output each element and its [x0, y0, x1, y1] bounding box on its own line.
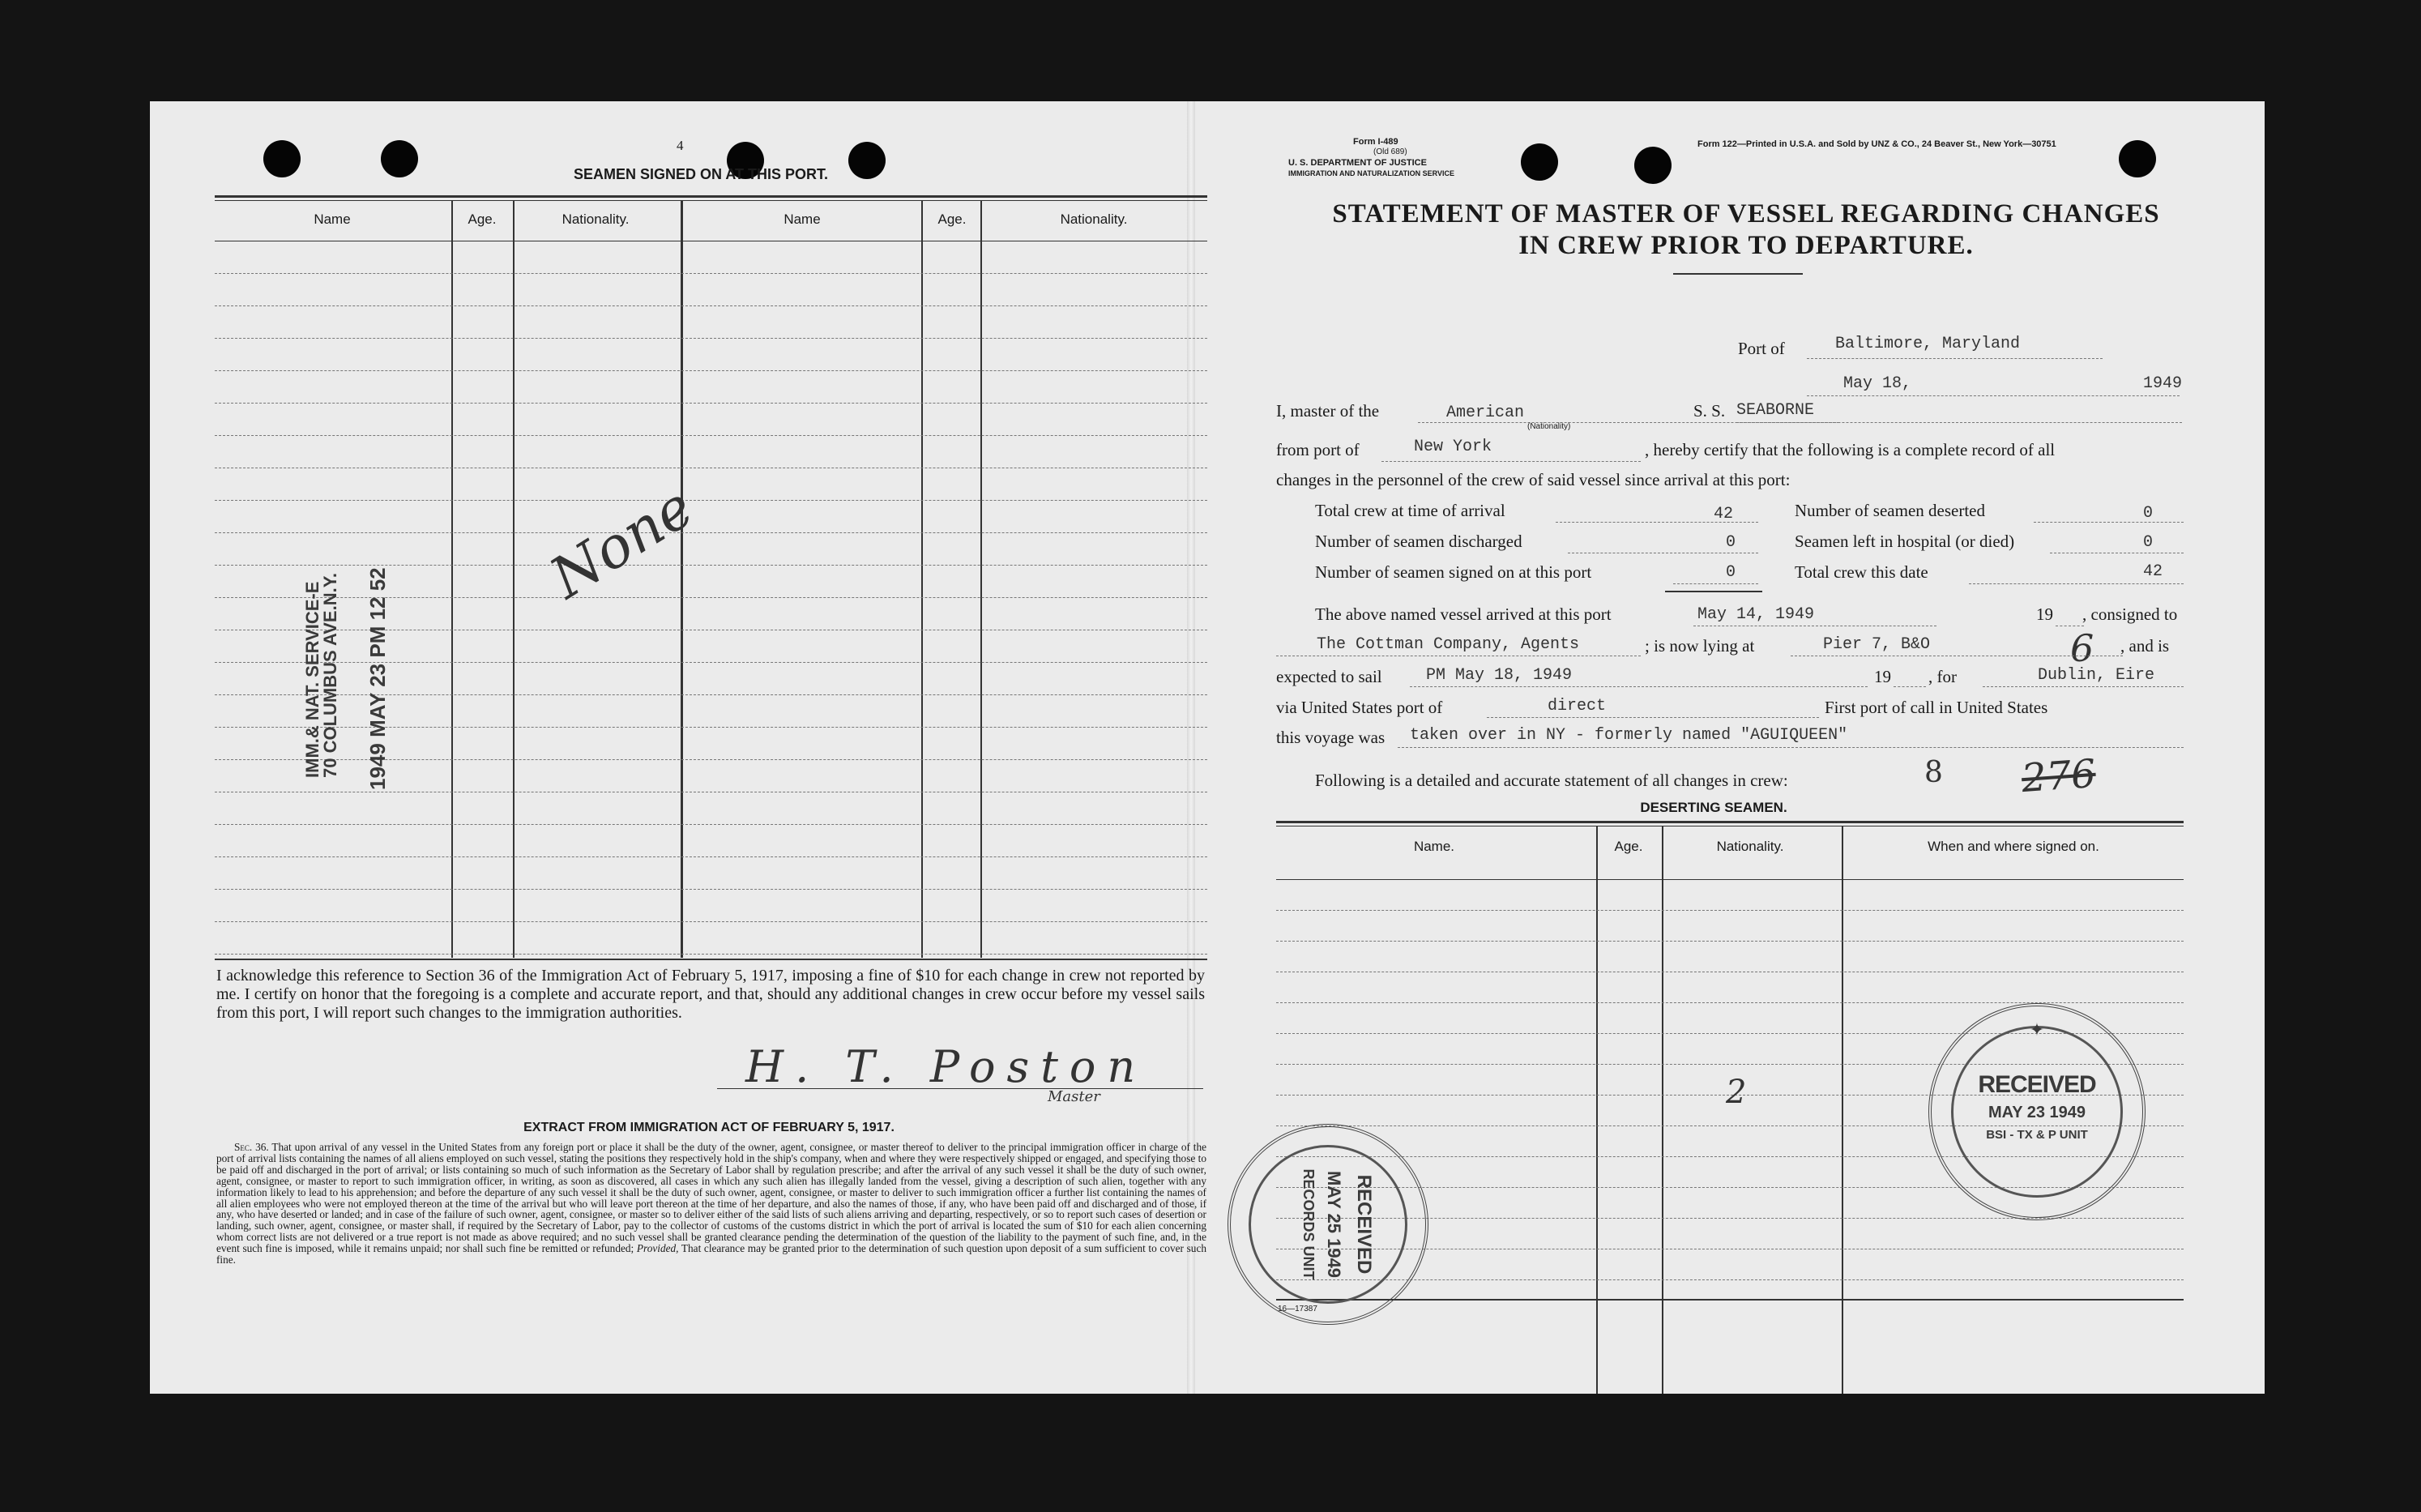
col-header-nationality: Nationality.	[1060, 211, 1128, 227]
records-unit-stamp	[1228, 1124, 1428, 1325]
table-row	[215, 694, 1207, 695]
table-row	[215, 370, 1207, 371]
table-row	[215, 662, 1207, 663]
total-now-label: Total crew this date	[1795, 562, 1928, 582]
table-row	[215, 338, 1207, 339]
received-stamp-unit: BSI - TX & P UNIT	[1986, 1128, 2088, 1142]
deserted-value: 0	[2143, 504, 2154, 523]
handwritten-none: None	[539, 473, 705, 612]
punch-hole	[1634, 147, 1672, 184]
nineteen-2: 19	[1874, 667, 1891, 686]
voyage-label: this voyage was	[1276, 728, 1386, 747]
acknowledgement-text: I acknowledge this reference to Section 36 of the Immigration Act of February 5, 1917, imposing a fine of $10 for each change in crew not reported by me. I certify on honor that the foregoing is a complete and accurate report, and that, should any additional changes in crew occur before my vessel sails from this port, I will report such changes to the immigration authorities.	[216, 967, 1205, 1022]
table-row	[215, 500, 1207, 501]
arrived-date: May 14, 1949	[1697, 605, 1815, 624]
records-stamp-date: MAY 25 1949	[1324, 1170, 1344, 1279]
master-of-label: I, master of the	[1276, 401, 1380, 421]
extract-body	[216, 1142, 1206, 1266]
stamp-line-1: IMM.& NAT. SERVICE-E	[302, 581, 322, 778]
page-number: 4	[677, 138, 684, 153]
document-sheet	[150, 101, 2265, 1394]
col-header-name: Name	[314, 211, 351, 227]
for-label: , for	[1928, 667, 1957, 686]
discharged-value: 0	[1726, 533, 1736, 552]
stamp-date: 1949 MAY 23 PM 12 52	[365, 567, 390, 790]
punch-hole	[2119, 140, 2156, 177]
nationality-caption: (Nationality)	[1527, 422, 1571, 431]
col-header-age: Age.	[937, 211, 967, 227]
following-label: Following is a detailed and accurate statement of all changes in crew:	[1315, 771, 1788, 790]
punch-hole	[1521, 143, 1558, 181]
deserting-seamen-title: DESERTING SEAMEN.	[1640, 800, 1787, 815]
voyage-value: taken over in NY - formerly named "AGUIQUEEN"	[1410, 726, 1848, 745]
form-footer-number: 16—17387	[1278, 1305, 1317, 1313]
from-port-label: from port of	[1276, 440, 1360, 459]
records-stamp-title: RECEIVED	[1353, 1174, 1375, 1275]
col-header-age: Age.	[468, 211, 497, 227]
ss-label: S. S.	[1693, 401, 1726, 421]
discharged-label: Number of seamen discharged	[1315, 532, 1522, 551]
table-row	[215, 565, 1207, 566]
from-port-value: New York	[1414, 438, 1492, 456]
received-stamp-title: RECEIVED	[1978, 1071, 2096, 1098]
department: U. S. DEPARTMENT OF JUSTICE	[1288, 158, 1427, 168]
form-title	[1276, 199, 2216, 262]
expected-value: PM May 18, 1949	[1426, 666, 1573, 685]
arrived-label: The above named vessel arrived at this port	[1315, 604, 1612, 624]
signed-on-value: 0	[1726, 563, 1736, 582]
year-value: 1949	[2143, 374, 2183, 393]
master-signature: H. T. Poston	[745, 1041, 1147, 1092]
total-now-value: 42	[2143, 562, 2163, 581]
form-number: Form I-489	[1353, 137, 1398, 147]
port-label: Port of	[1738, 339, 1785, 358]
nineteen-1: 19	[2036, 604, 2053, 624]
via-label: via United States port of	[1276, 698, 1443, 717]
records-stamp-unit: RECORDS UNIT	[1300, 1168, 1317, 1280]
table-row	[215, 824, 1207, 825]
extract-proviso: Provided,	[636, 1242, 679, 1255]
crossed-out-number: 276	[2020, 750, 2098, 802]
table-row	[215, 759, 1207, 760]
table-row	[215, 273, 1207, 274]
table-row	[215, 305, 1207, 306]
destination-value: Dublin, Eire	[2038, 666, 2155, 685]
hospital-value: 0	[2143, 533, 2154, 552]
form-old-number: (Old 689)	[1373, 147, 1407, 156]
port-value: Baltimore, Maryland	[1835, 335, 2021, 353]
vessel-name: SEABORNE	[1736, 401, 1815, 420]
deserted-label: Number of seamen deserted	[1795, 501, 1985, 520]
handwritten-mark: 2	[1726, 1074, 1747, 1111]
punch-hole	[381, 140, 418, 177]
col-header-nationality: Nationality.	[561, 211, 630, 227]
col-header-age: Age.	[1614, 839, 1643, 854]
pier-value: Pier 7, B&O	[1823, 635, 1931, 654]
hospital-label: Seamen left in hospital (or died)	[1795, 532, 2015, 551]
total-crew-arrival-label: Total crew at time of arrival	[1315, 501, 1505, 520]
table-row	[215, 954, 1207, 955]
table-row	[215, 856, 1207, 857]
certify-text: , hereby certify that the following is a complete record of all	[1645, 440, 2056, 459]
total-crew-arrival-value: 42	[1714, 505, 1734, 523]
stamp-line-2: 70 COLUMBUS AVE.N.Y.	[320, 572, 340, 778]
received-stamp-date: MAY 23 1949	[1988, 1104, 2086, 1121]
lying-label: ; is now lying at	[1645, 636, 1755, 656]
date-value: May 18,	[1843, 374, 1912, 393]
table-row	[215, 597, 1207, 598]
via-value: direct	[1548, 697, 1607, 715]
col-header-nationality: Nationality.	[1716, 839, 1784, 854]
table-row	[215, 403, 1207, 404]
table-row	[1276, 910, 2184, 911]
col-header-signed-on: When and where signed on.	[1928, 839, 2099, 854]
extract-text: That upon arrival of any vessel in the United States from any foreign port or place it shall be the duty of the owner, agent, consignee, or master thereof to deliver to the principal immigration officer in charge of the port of arrival lists containing the names of all aliens employed on such vessel, stating the positions they respectively hold in the ship's company, when and where they were respectively shipped or engaged, and specifying those to be paid off and discharged in the port of arrival; or lists containing so much of such information as the Secretary of Labor shall by regulation prescribe; and after the arrival of any such vessel it shall be the duty of such owner, agent, consignee, or master to report to such immigration officer, in writing, as soon as discovered, all cases in which any such alien has illegally landed from the vessel, giving a description of such alien, together with any information likely to lead to his apprehension; and before the departure of any such vessel it shall be the duty of such owner, agent, consignee, or master to deliver to such immigration officer a further list containing the names of all alien employees who were not employed thereon at the time of the arrival but who will leave port thereon at the time of her departure, and also the names of those, if any, who have been paid off and discharged and of those, if any, who have deserted or landed; and in case of the failure of such owner, agent, consignee, or master so to deliver either of the said lists of such aliens arriving and departing, respectively, or so to report such cases of desertion or landing, such owner, agent, consignee, or master shall, if required by the Secretary of Labor, pay to the collector of customs of the customs district in which the port of arrival is located the sum of $10 for each alien concerning whom correct lists are not delivered or a true report is not made as above required; and no such vessel shall be granted clearance pending the determination of the question of the liability to the payment of such fine, and, in the event such fine is imposed, while it remains unpaid; nor shall such fine be remitted or refunded;	[216, 1141, 1207, 1255]
received-stamp: ✦ RECEIVED MAY 23 1949 BSI - TX & P UNIT	[1928, 1003, 2146, 1220]
table-row	[215, 889, 1207, 890]
handwritten-number: 8	[1924, 756, 1943, 789]
printer-line: Form 122—Printed in U.S.A. and Sold by UNZ & CO., 24 Beaver St., New York—30751	[1697, 139, 2056, 149]
signed-on-label: Number of seamen signed on at this port	[1315, 562, 1592, 582]
table-row	[215, 435, 1207, 436]
col-header-name: Name	[784, 211, 821, 227]
table-row	[1276, 941, 2184, 942]
extract-tail: That clearance may be granted prior to the determination of such question upon deposit of a sum sufficient to cover such fine.	[216, 1242, 1206, 1266]
table-row	[215, 921, 1207, 922]
extract-section-label: Sec. 36.	[234, 1141, 269, 1153]
expected-label: expected to sail	[1276, 667, 1382, 686]
master-label: Master	[1048, 1088, 1100, 1105]
first-call-label: First port of call in United States	[1825, 698, 2048, 717]
form-title-line-1: STATEMENT OF MASTER OF VESSEL REGARDING CHANGES	[1332, 199, 2160, 229]
punch-hole	[263, 140, 301, 177]
section-title: SEAMEN SIGNED ON AT THIS PORT.	[573, 166, 829, 182]
form-title-line-2: IN CREW PRIOR TO DEPARTURE.	[1518, 231, 1974, 260]
and-is-label: , and is	[2120, 636, 2170, 656]
service-name: IMMIGRATION AND NATURALIZATION SERVICE	[1288, 169, 1454, 177]
col-header-name: Name.	[1413, 839, 1455, 854]
pier-handwritten: 6	[2070, 626, 2094, 670]
nationality-value: American	[1446, 404, 1525, 422]
certify-text-2: changes in the personnel of the crew of said vessel since arrival at this port:	[1276, 470, 1791, 489]
consigned-label: , consigned to	[2082, 604, 2178, 624]
extract-title: EXTRACT FROM IMMIGRATION ACT OF FEBRUARY 5, 1917.	[523, 1121, 895, 1134]
table-row	[215, 727, 1207, 728]
table-row	[215, 532, 1207, 533]
consignee-value: The Cottman Company, Agents	[1317, 635, 1580, 654]
